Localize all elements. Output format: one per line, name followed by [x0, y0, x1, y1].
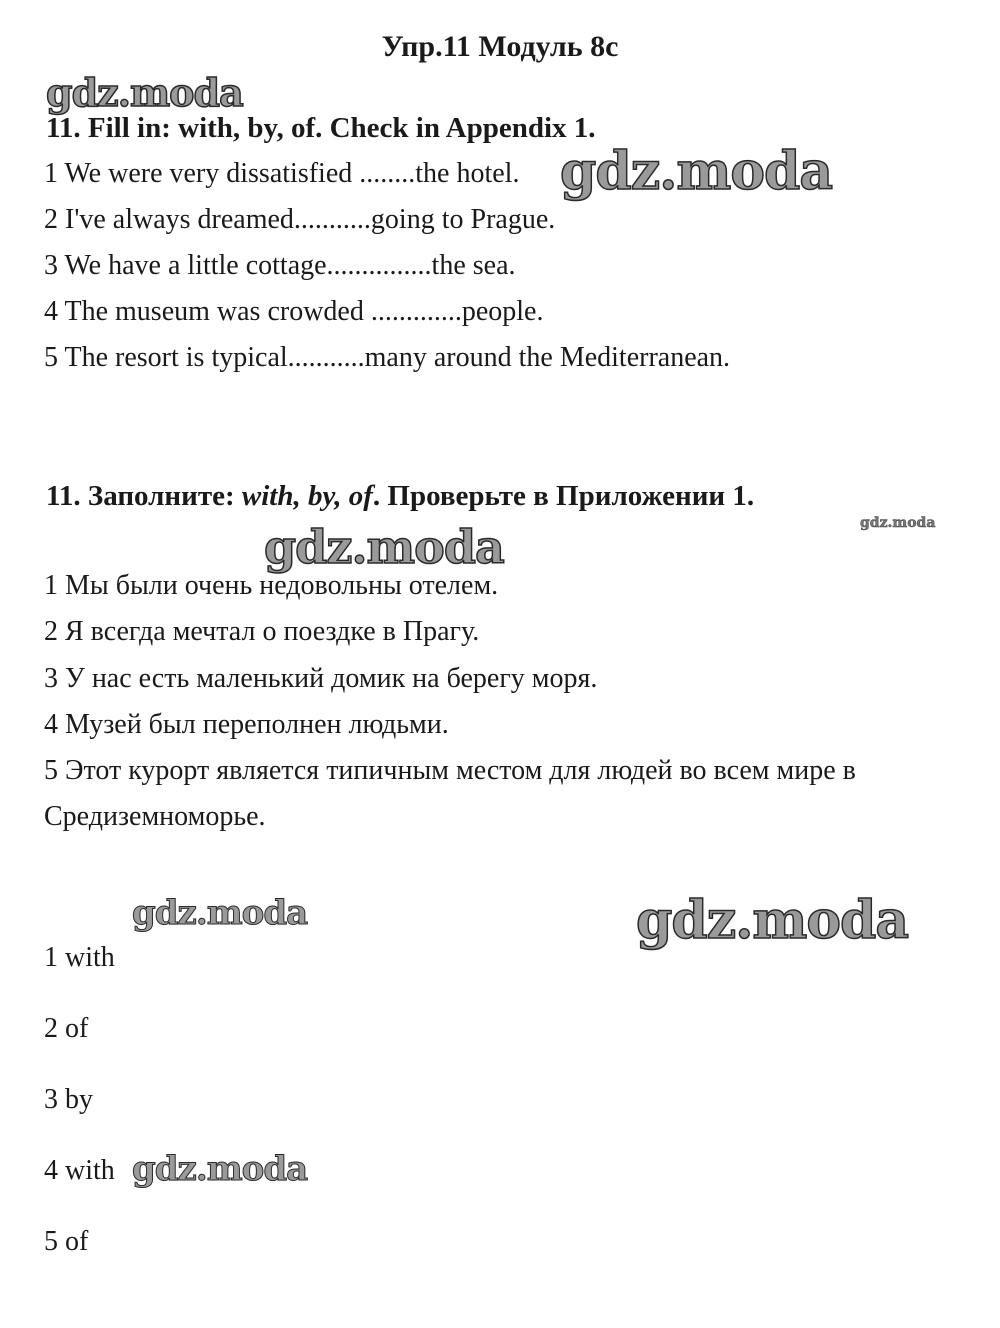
answer-item: 1 with	[44, 942, 115, 973]
page-title: Упр.11 Модуль 8с	[381, 30, 619, 63]
exercise-line-en: 1 We were very dissatisfied ........the hotel.	[44, 158, 520, 189]
exercise-heading-ru	[46, 480, 754, 513]
heading-number: 11. Заполните:	[46, 480, 242, 512]
exercise-line-ru: Средиземноморье.	[44, 801, 266, 832]
exercise-line-ru: 4 Музей был переполнен людьми.	[44, 709, 449, 740]
watermark-logo: gdz.moda	[46, 70, 243, 115]
watermark-logo: gdz.moda	[636, 890, 909, 951]
heading-words: with, by, of	[241, 480, 373, 512]
exercise-line-en: 2 I've always dreamed...........going to Prague.	[44, 204, 556, 235]
heading-rest: . Проверьте в Приложении 1.	[372, 480, 755, 512]
exercise-line-ru: 5 Этот курорт является типичным местом для людей во всем мире в	[44, 755, 856, 786]
watermark-logo: gdz.moda	[560, 141, 833, 202]
exercise-line-en: 4 The museum was crowded .............people.	[44, 296, 544, 327]
answer-item: 2 of	[44, 1013, 89, 1044]
answer-item: 5 of	[44, 1226, 89, 1257]
exercise-line-en: 5 The resort is typical...........many around the Mediterranean.	[44, 342, 731, 373]
watermark-logo: gdz.moda	[132, 1149, 308, 1189]
exercise-line-ru: 3 У нас есть маленький домик на берегу моря.	[44, 663, 598, 694]
answer-item: 3 by	[44, 1084, 93, 1115]
exercise-heading-en: 11. Fill in: with, by, of. Check in Appendix 1.	[46, 112, 596, 144]
exercise-line-en: 3 We have a little cottage...............the sea.	[44, 250, 516, 281]
watermark-logo: gdz.moda	[264, 520, 504, 574]
exercise-line-ru: 1 Мы были очень недовольны отелем.	[44, 570, 499, 601]
exercise-line-ru: 2 Я всегда мечтал о поездке в Прагу.	[44, 616, 480, 647]
answer-item: 4 with	[44, 1155, 115, 1186]
watermark-logo: gdz.moda	[860, 515, 936, 531]
watermark-logo: gdz.moda	[132, 893, 308, 933]
